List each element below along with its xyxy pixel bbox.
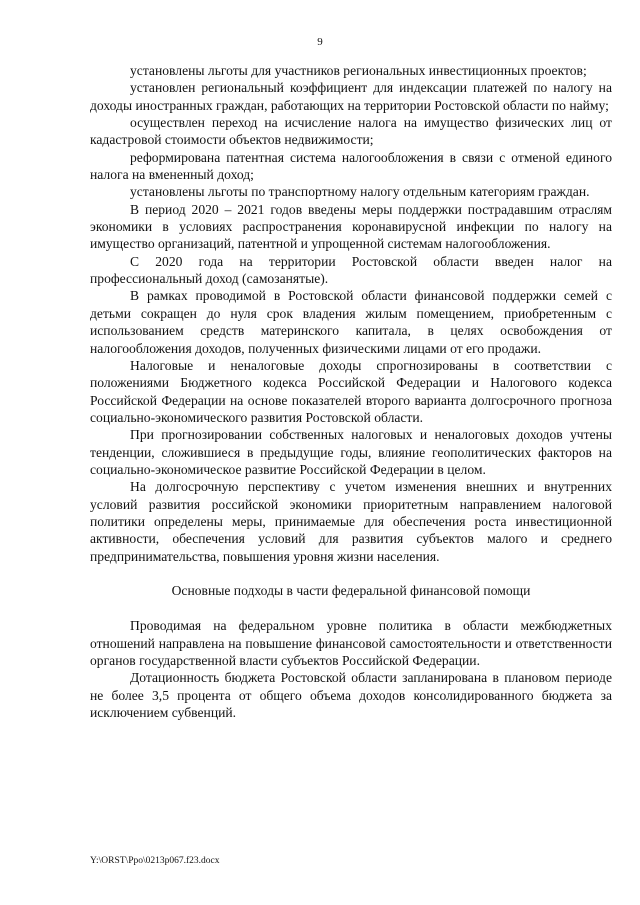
paragraph: На долгосрочную перспективу с учетом изменения внешних и внутренних условий развития российской экономики приоритетным направлением налоговой политики определены меры, принимаемые для обеспечения роста инвестиционной активности, обеспечения условий для развития субъектов малого и среднего предпринимательства, повышения уровня жизни населения.	[90, 479, 612, 564]
paragraph: установлены льготы по транспортному налогу отдельным категориям граждан.	[130, 184, 590, 200]
paragraph: Проводимая на федеральном уровне политика в области межбюджетных отношений направлена на повышение финансовой самостоятельности и ответственности органов государственной власти субъектов Российской Федерации.	[90, 618, 612, 668]
document-body	[90, 62, 612, 721]
paragraph: В период 2020 – 2021 годов введены меры поддержки пострадавшим отраслям экономики в условиях распространения коронавирусной инфекции по налогу на имущество организаций, патентной и упрощенной системам налогообложения.	[90, 201, 612, 252]
paragraph: Дотационность бюджета Ростовской области запланирована в плановом периоде не более 3,5 процента от общего объема доходов консолидированного бюджета за исключением субвенций.	[90, 670, 612, 721]
paragraph: осуществлен переход на исчисление налога на имущество физических лиц от кадастровой стоимости объектов недвижимости;	[90, 115, 612, 148]
paragraph: установлен региональный коэффициент для индексации платежей по налогу на доходы иностранных граждан, работающих на территории Ростовской области по найму;	[90, 80, 612, 113]
paragraph: Налоговые и неналоговые доходы спрогнозированы в соответствии с положениями Бюджетного кодекса Российской Федерации и Налогового кодекса Российской Федерации на основе показателей второго варианта долгосрочного прогноза социально-экономического развития Ростовской области.	[90, 357, 612, 425]
paragraph: В рамках проводимой в Ростовской области финансовой поддержки семей с детьми сокращен до нуля срок владения жилым помещением, приобретенным с использованием средств материнского капитала, в целях освобождения от налогообложения доходов, полученных физическими лицами от его продажи.	[90, 288, 612, 356]
paragraph: реформирована патентная система налогообложения в связи с отменой единого налога на вмененный доход;	[90, 149, 612, 183]
footer-file-path: Y:\ORST\Ppo\0213p067.f23.docx	[90, 856, 220, 866]
paragraph: установлены льготы для участников региональных инвестиционных проектов;	[130, 63, 587, 78]
section-heading: Основные подходы в части федеральной финансовой помощи	[171, 582, 531, 598]
paragraph: При прогнозировании собственных налоговых и неналоговых доходов учтены тенденции, сложившиеся в предыдущие годы, влияние геополитических факторов на социально-экономическое развитие Российской Федерации в целом.	[90, 427, 612, 477]
page-number: 9	[317, 36, 323, 48]
paragraph: С 2020 года на территории Ростовской области введен налог на профессиональный доход (самозанятые).	[90, 253, 612, 287]
